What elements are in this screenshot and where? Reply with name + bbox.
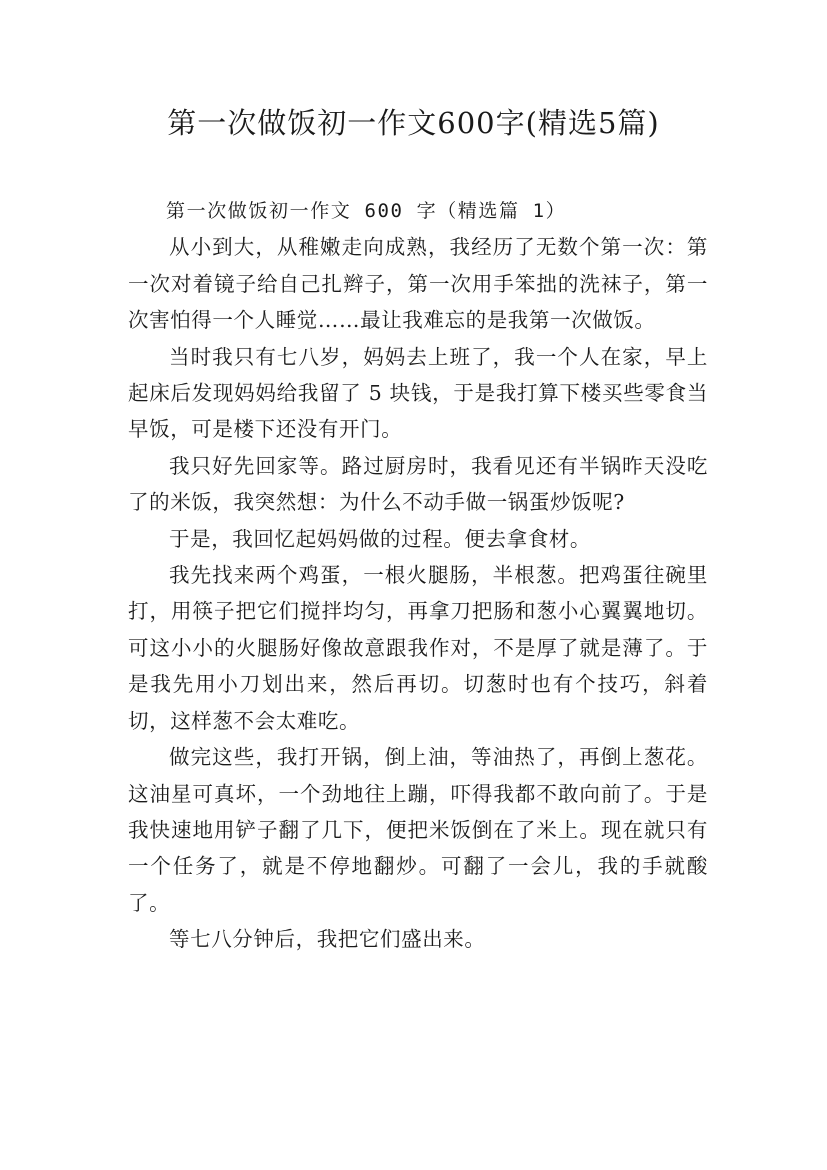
paragraph: 等七八分钟后，我把它们盛出来。 [169,927,486,952]
paragraph: 当时我只有七八岁，妈妈去上班了，我一个人在家，早上起床后发现妈妈给我留了 5 块钱，于是我打算下楼买些零食当早饭，可是楼下还没有开门。 [128,344,708,442]
paragraph: 我先找来两个鸡蛋，一根火腿肠，半根葱。把鸡蛋往碗里打，用筷子把它们搅拌均匀，再拿刀把肠和葱小心翼翼地切。可这小小的火腿肠好像故意跟我作对，不是厚了就是薄了。于是我先用小刀划出来，然后再切。切葱时也有个技巧，斜着切，这样葱不会太难吃。 [128,563,708,733]
document-title: 第一次做饭初一作文600字(精选5篇) [167,106,660,140]
document-body [128,193,708,958]
paragraph: 于是，我回忆起妈妈做的过程。便去拿食材。 [169,526,591,551]
paragraph: 从小到大，从稚嫩走向成熟，我经历了无数个第一次：第一次对着镜子给自己扎辫子，第一次用手笨拙的洗袜子，第一次害怕得一个人睡觉……最让我难忘的是我第一次做饭。 [128,235,708,333]
paragraph: 我只好先回家等。路过厨房时，我看见还有半锅昨天没吃了的米饭，我突然想：为什么不动手做一锅蛋炒饭呢? [128,453,708,515]
section-subtitle: 第一次做饭初一作文 600 字（精选篇 1） [166,200,567,222]
paragraph: 做完这些，我打开锅，倒上油，等油热了，再倒上葱花。这油星可真坏，一个劲地往上蹦，吓得我都不敢向前了。于是我快速地用铲子翻了几下，便把米饭倒在了米上。现在就只有一个任务了，就是不停地翻炒。可翻了一会儿，我的手就酸了。 [128,745,708,915]
